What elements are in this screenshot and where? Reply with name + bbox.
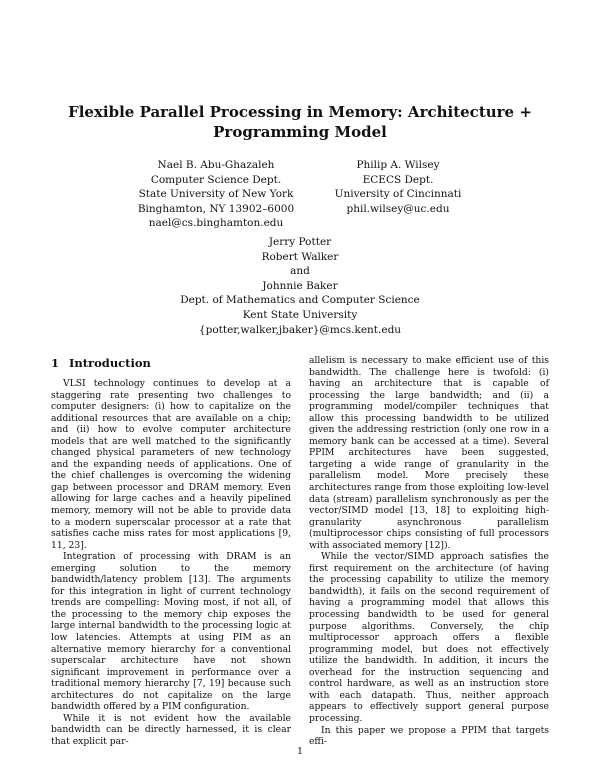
author-email: {potter,walker,jbaker}@mcs.kent.edu xyxy=(198,323,402,336)
author-dept: Computer Science Dept. xyxy=(150,173,282,186)
paragraph: allelism is necessary to make efficient use of this bandwidth. The challenge here is twofold: (i) having an architecture that is capable of processing the large bandwidth; and (ii) a programming model/compiler techniques that allow this processing bandwidth to be utilized given the addressing restriction (only one row in a memory bank can be accessed at a time). Several PPIM architectures have been suggested, targeting a wide range of granularity in the parallelism model. More precisely these architectures range from those exploiting low-level data (stream) parallelism synchronously as per the vector/SIMD model [13, 18] to exploiting high-granularity asynchronous parallelism (multiprocessor chips consisting of full processors with associated memory [12]). xyxy=(309,355,549,551)
section-number: 1 xyxy=(51,356,60,370)
paper-title xyxy=(60,102,540,142)
author-name: Robert Walker xyxy=(261,250,339,263)
author-email: phil.wilsey@uc.edu xyxy=(346,202,450,215)
title-line-2: Programming Model xyxy=(213,123,387,141)
author-and: and xyxy=(290,265,310,278)
author-dept: ECECS Dept. xyxy=(362,173,434,186)
paragraph: VLSI technology continues to develop at a staggering rate presenting two challenges to computer designers: (i) how to capitalize on the additional resources that are available on a chip; and (ii) how to evolve computer architecture models that are well matched to the significantly changed physical parameters of new technology and the expanding needs of applications. One of the chief challenges is overcoming the widening gap between processor and DRAM memory. Even allowing for large caches and a heavily pipelined memory, memory will not be able to provide data to a modern superscalar processor at a rate that satisfies cache miss rates for most applications [9, 11, 23]. xyxy=(51,378,291,551)
page-number: 1 xyxy=(296,746,304,757)
author-institution: Kent State University xyxy=(242,308,358,321)
title-line-1: Flexible Parallel Processing in Memory: Architecture + xyxy=(68,103,532,121)
paragraph: While the vector/SIMD approach satisfies the first requirement on the architecture (of having the processing capability to utilize the memory bandwidth), it fails on the second requirement of having a programming model that allows this processing bandwidth to be used for general purpose algorithms. Conversely, the chip multiprocessor approach offers a flexible programming model, but does not effectively utilize the bandwidth. In addition, it incurs the overhead for the instruction sequencing and control hardware, as well as an instruction store with each datapath. Thus, neither approach appears to effectively support general purpose processing. xyxy=(309,551,549,724)
author-email: nael@cs.binghamton.edu xyxy=(148,217,284,230)
section-heading xyxy=(51,356,151,370)
author-block-2 xyxy=(318,158,478,216)
paragraph: In this paper we propose a PPIM that targets effi- xyxy=(309,724,549,748)
text-column-right xyxy=(309,355,549,748)
text-column-left xyxy=(51,378,291,748)
author-name: Jerry Potter xyxy=(268,236,332,248)
section-title: Introduction xyxy=(69,356,151,370)
author-address: Binghamton, NY 13902–6000 xyxy=(137,202,295,215)
paragraph: While it is not evident how the available bandwidth can be directly harnessed, it is clear that explicit par- xyxy=(51,712,291,747)
author-block-1 xyxy=(136,158,296,231)
author-name: Philip A. Wilsey xyxy=(356,159,440,171)
author-institution: University of Cincinnati xyxy=(334,188,462,201)
author-dept: Dept. of Mathematics and Computer Science xyxy=(180,294,420,307)
author-block-kent xyxy=(180,235,420,337)
paragraph: Integration of processing with DRAM is an emerging solution to the memory bandwidth/latency problem [13]. The arguments for this integration in light of current technology trends are compelling: Moving most, if not all, of the processing to the memory chip exposes the large internal bandwidth to the processing logic at low latencies. Attempts at using PIM as an alternative memory hierarchy for a conventional superscalar architecture have not shown significant improvement in performance over a traditional memory hierarchy [7, 19] because such architectures do not capitalize on the large bandwidth offered by a PIM configuration. xyxy=(51,551,291,713)
author-name: Johnnie Baker xyxy=(262,279,338,292)
author-name: Nael B. Abu-Ghazaleh xyxy=(157,159,275,171)
author-institution: State University of New York xyxy=(138,188,294,201)
